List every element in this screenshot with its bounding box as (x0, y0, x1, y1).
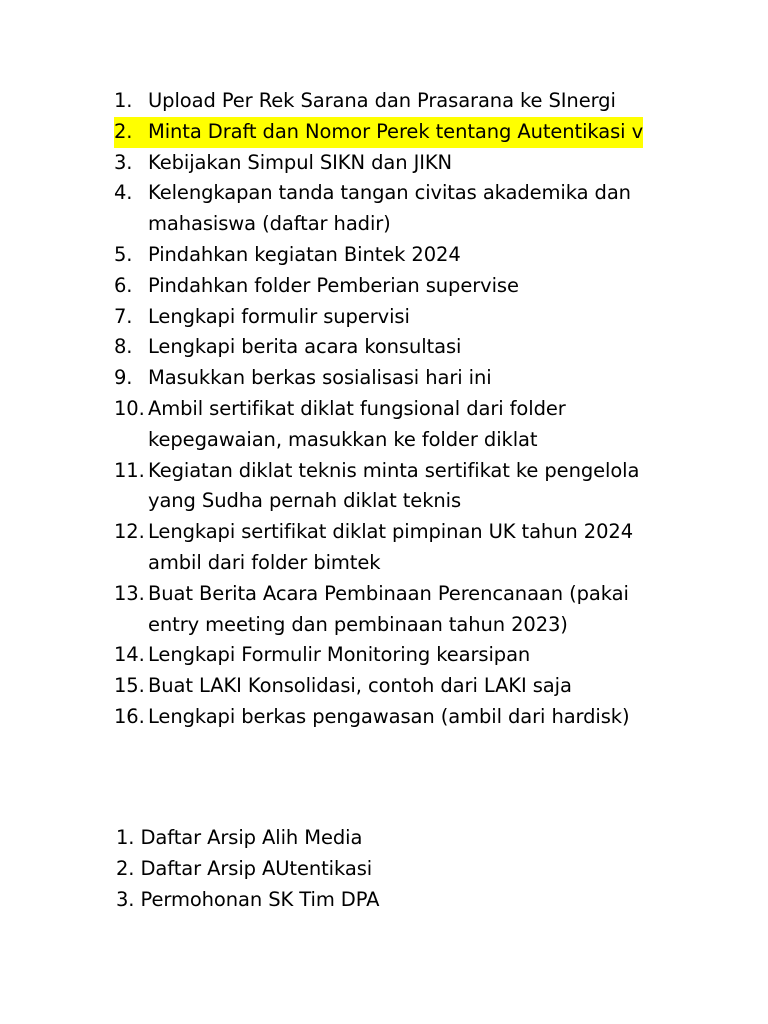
item-number: 5. (114, 242, 133, 266)
item-text: Kegiatan diklat teknis minta sertifikat ke pengelola yang Sudha pernah diklat teknis (148, 458, 640, 513)
item-text: Buat Berita Acara Pembinaan Perencanaan (pakai entry meeting dan pembinaan tahun 2023) (148, 581, 629, 636)
list-item: 2. Daftar Arsip AUtentikasi (116, 856, 373, 880)
item-number: 13. (114, 581, 145, 605)
item-text: Minta Draft dan Nomor Perek tentang Autentikasi v (148, 117, 643, 148)
list-item: 1. Daftar Arsip Alih Media (116, 826, 363, 849)
item-text: Pindahkan folder Pemberian supervise (148, 273, 519, 297)
item-text: Kebijakan Simpul SIKN dan JIKN (148, 150, 453, 174)
item-text: Lengkapi berkas pengawasan (ambil dari hardisk) (148, 704, 630, 728)
item-number: 8. (114, 335, 133, 359)
list-item (114, 579, 684, 641)
item-text: Ambil sertifikat diklat fungsional dari folder kepegawaian, masukkan ke folder diklat (148, 396, 566, 451)
list-item (114, 86, 684, 117)
list-item (114, 517, 684, 579)
item-number: 1. (114, 89, 133, 112)
list-item (114, 332, 684, 363)
item-number: 10. (114, 396, 145, 420)
secondary-list (116, 823, 379, 915)
list-item (114, 240, 684, 271)
item-text: Lengkapi formulir supervisi (148, 304, 410, 328)
item-text: Lengkapi sertifikat diklat pimpinan UK tahun 2024 ambil dari folder bimtek (148, 520, 634, 574)
list-item (114, 148, 684, 179)
item-number: 4. (114, 181, 133, 205)
list-item (114, 363, 684, 394)
item-number: 9. (114, 366, 133, 390)
item-text: Upload Per Rek Sarana dan Prasarana ke SInergi (148, 89, 616, 112)
item-number: 16. (114, 704, 145, 728)
list-item (114, 271, 684, 302)
list-item-highlighted (114, 117, 684, 148)
item-text: Kelengkapan tanda tangan civitas akademika dan mahasiswa (daftar hadir) (148, 181, 631, 236)
item-number: 3. (114, 150, 133, 174)
item-text: Buat LAKI Konsolidasi, contoh dari LAKI saja (148, 674, 572, 698)
list-item (114, 456, 684, 518)
todo-list (114, 86, 684, 733)
item-text: Lengkapi Formulir Monitoring kearsipan (148, 643, 531, 667)
item-number: 11. (114, 458, 145, 482)
item-text: Lengkapi berita acara konsultasi (148, 335, 462, 359)
item-number: 2. (114, 117, 148, 148)
list-item (114, 178, 684, 240)
item-number: 14. (114, 643, 145, 667)
item-text: Pindahkan kegiatan Bintek 2024 (148, 242, 461, 266)
item-number: 6. (114, 273, 133, 297)
item-text: Masukkan berkas sosialisasi hari ini (148, 366, 492, 390)
list-item (114, 702, 684, 733)
list-item: 3. Permohonan SK Tim DPA (116, 887, 380, 911)
item-number: 15. (114, 674, 145, 698)
list-item (114, 671, 684, 702)
list-item (114, 640, 684, 671)
list-item (114, 394, 684, 456)
list-item (114, 302, 684, 333)
item-number: 12. (114, 520, 145, 544)
item-number: 7. (114, 304, 133, 328)
